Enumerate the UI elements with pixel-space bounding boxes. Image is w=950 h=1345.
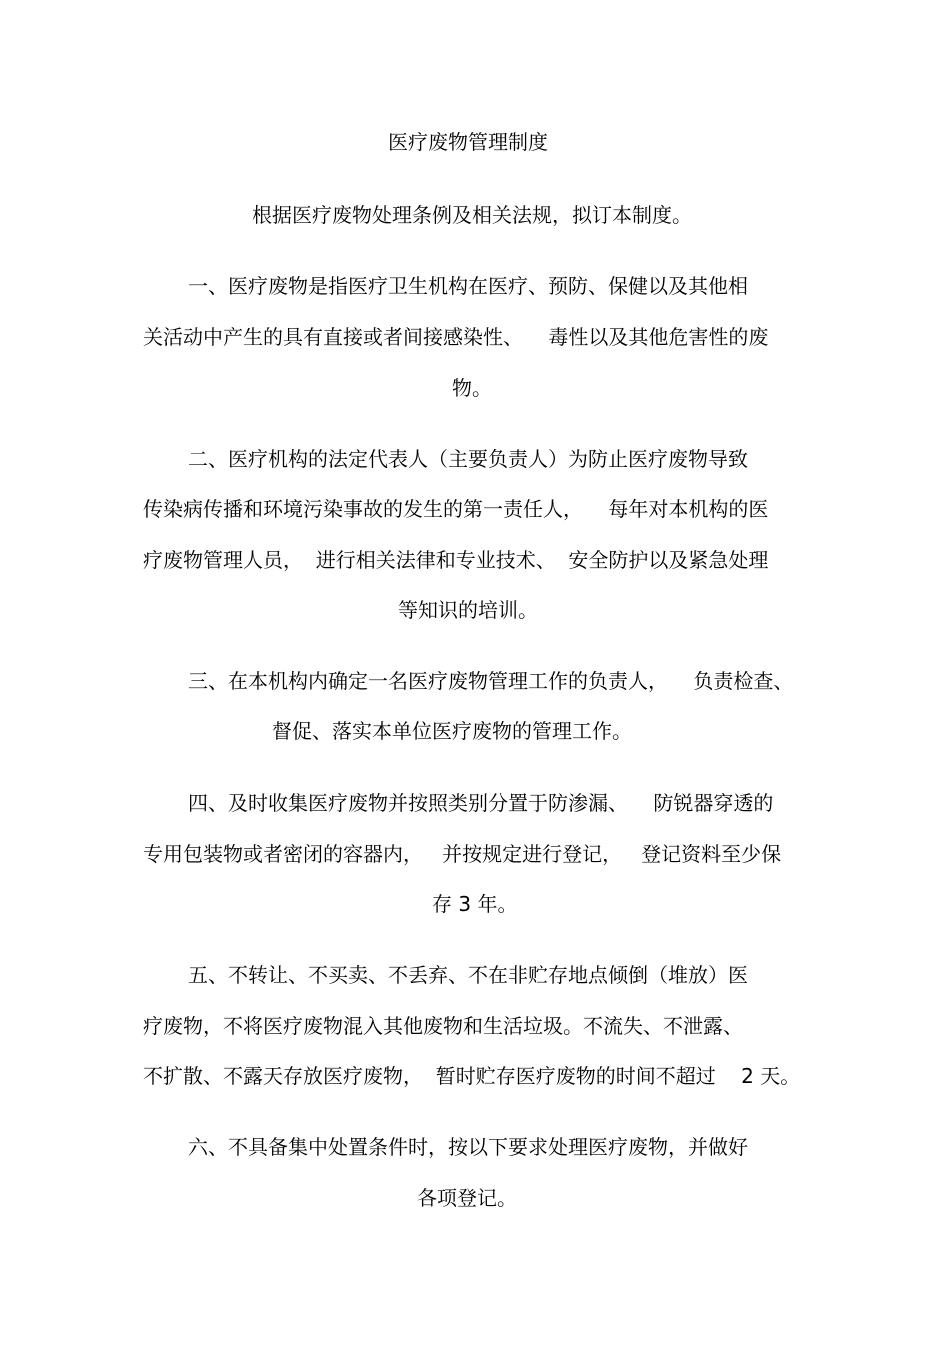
section-4-line-3: 存 3 年。	[432, 892, 518, 916]
section-2-line-1: 二、医疗机构的法定代表人（主要负责人）为防止医疗废物导致	[188, 447, 748, 471]
section-6-line-2: 各项登记。	[417, 1186, 517, 1210]
section-3-line-2: 督促、落实本单位医疗废物的管理工作。	[272, 719, 632, 743]
section-2-line-4: 等知识的培训。	[398, 598, 538, 622]
section-1-line-3: 物。	[452, 376, 492, 400]
section-3-line-1: 三、在本机构内确定一名医疗废物管理工作的负责人， 负责检查、	[188, 669, 794, 693]
section-1-line-2: 关活动中产生的具有直接或者间接感染性、 毒性以及其他危害性的废	[143, 325, 769, 349]
document-title: 医疗废物管理制度	[388, 130, 548, 154]
section-6-line-1: 六、不具备集中处置条件时，按以下要求处理医疗废物，并做好	[188, 1135, 748, 1159]
section-5-line-1: 五、不转让、不买卖、不丢弃、不在非贮存地点倾倒（堆放）医	[188, 963, 748, 987]
section-1-line-1: 一、医疗废物是指医疗卫生机构在医疗、预防、保健以及其他相	[188, 274, 748, 298]
section-4-line-2: 专用包装物或者密闭的容器内， 并按规定进行登记， 登记资料至少保	[143, 842, 782, 866]
section-4-line-1: 四、及时收集医疗废物并按照类别分置于防渗漏、 防锐器穿透的	[188, 791, 774, 815]
section-2-line-2: 传染病传播和环境污染事故的发生的第一责任人， 每年对本机构的医	[143, 497, 769, 521]
section-5-line-2: 疗废物，不将医疗废物混入其他废物和生活垃圾。不流失、不泄露、	[143, 1014, 743, 1038]
section-5-line-3: 不扩散、不露天存放医疗废物， 暂时贮存医疗废物的时间不超过 2 天。	[143, 1064, 801, 1088]
section-2-line-3: 疗废物管理人员， 进行相关法律和专业技术、 安全防护以及紧急处理	[143, 548, 769, 572]
intro-paragraph: 根据医疗废物处理条例及相关法规，拟订本制度。	[252, 203, 692, 227]
